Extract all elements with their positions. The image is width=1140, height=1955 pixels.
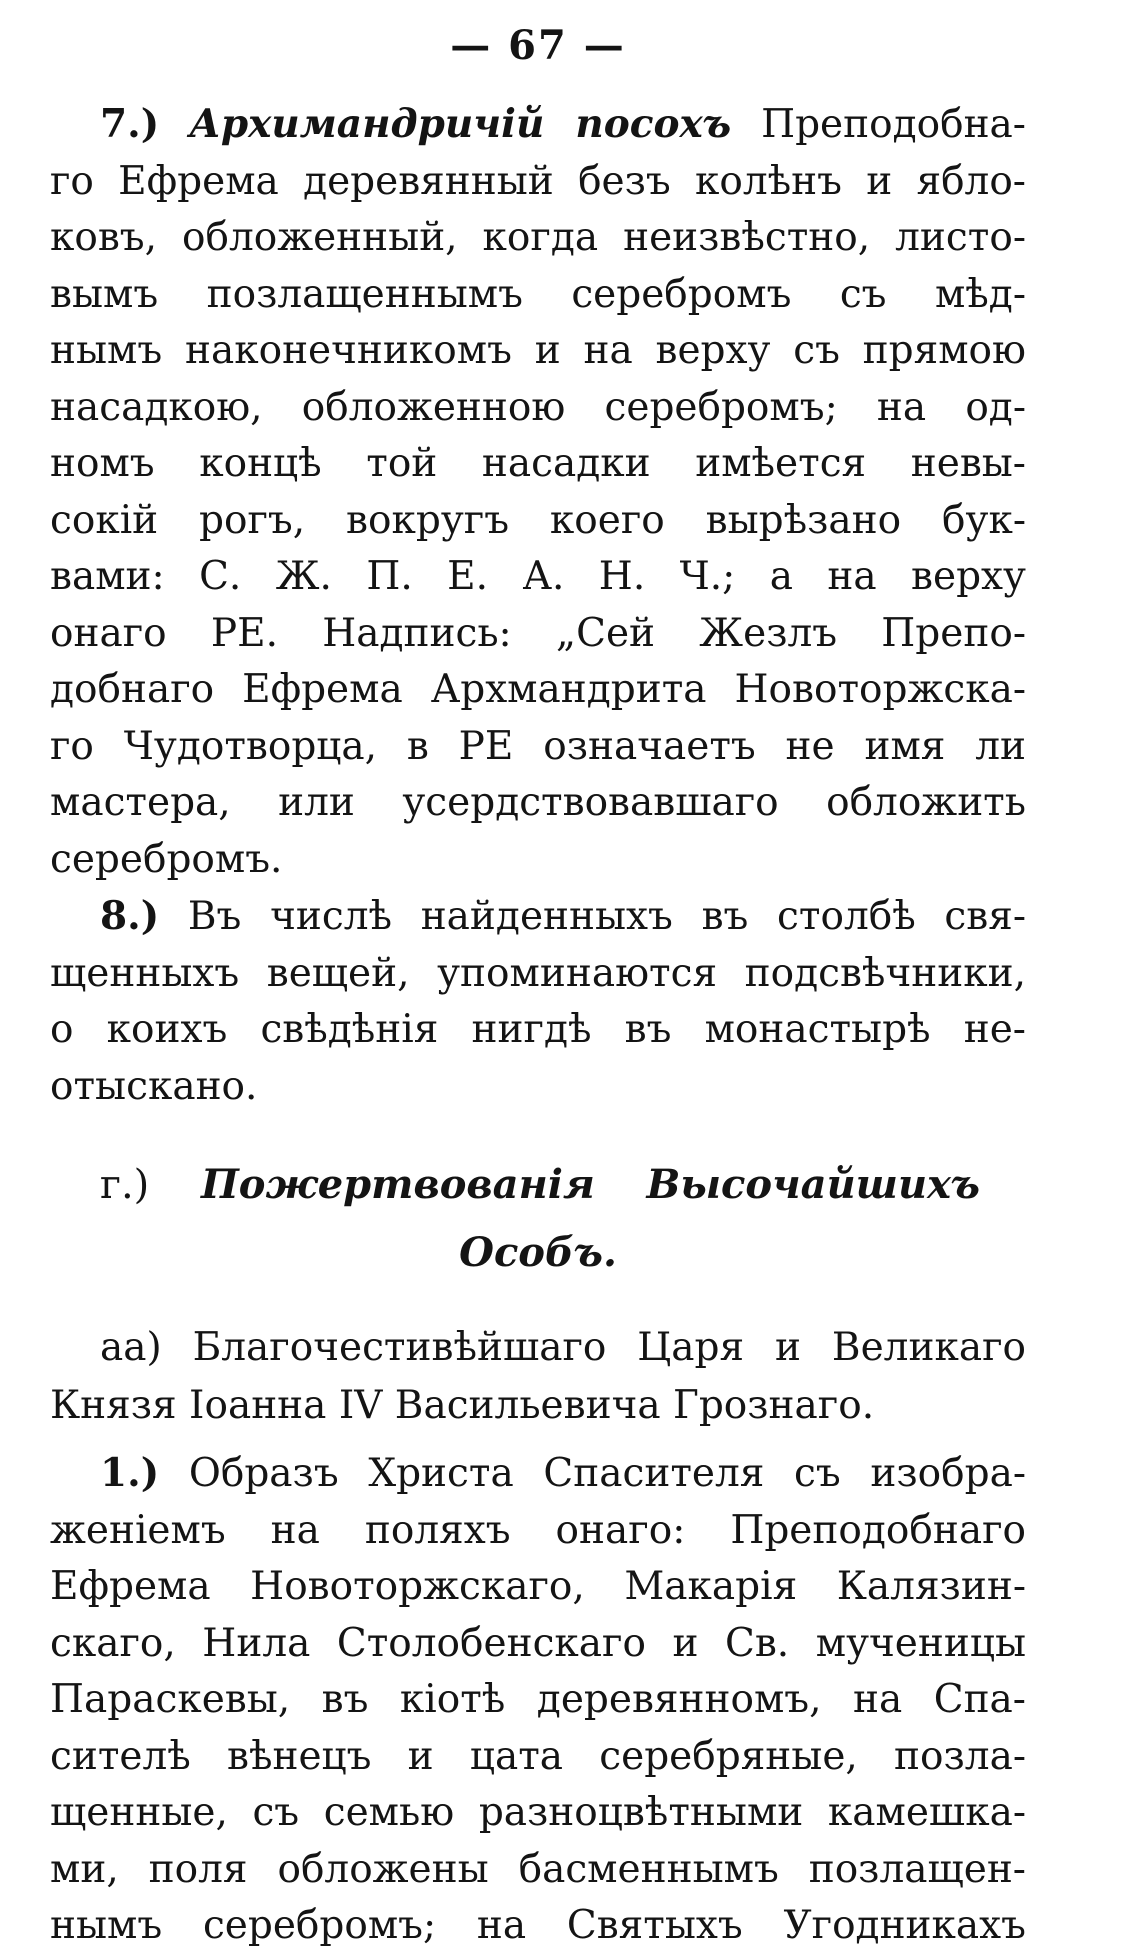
item-8-line-0: Въ числѣ найденныхъ въ столбѣ свя- [187, 894, 1026, 939]
item-7-first-line [50, 96, 1026, 154]
item-1-number: 1.) [100, 1450, 160, 1496]
item-7-paragraph [50, 96, 1026, 888]
item-1-line: Ефрема Новоторжскаго, Макарія Калязин- [50, 1564, 1026, 1609]
item-7-line: го Ефрема деревянный безъ колѣнъ и ябло- [50, 158, 1026, 204]
item-7-title: Архимандричій посохъ [189, 101, 732, 147]
book-page [50, 18, 1026, 1955]
item-7-line: номъ концѣ той насадки имѣется невы- [50, 441, 1026, 486]
page-number: — 67 — [450, 22, 626, 69]
item-1-line: женіемъ на поляхъ онаго: Преподобнаго [50, 1507, 1026, 1553]
section-title-line-2: Особъ. [459, 1229, 617, 1276]
item-7-line: ковъ, обложенный, когда неизвѣстно, листо- [50, 215, 1026, 260]
item-7-line: нымъ наконечникомъ и на верху съ прямою [50, 328, 1026, 373]
item-7-line: насадкою, обложенною серебромъ; на од- [50, 384, 1026, 430]
subsection-first-line [50, 1319, 1026, 1377]
subsection-marker: аа) [100, 1325, 162, 1370]
item-7-line: добнаго Ефрема Архмандрита Новоторжска- [50, 667, 1026, 712]
item-1-line: скаго, Нила Столобенскаго и Св. мученицы [50, 1620, 1026, 1666]
item-1-line: сителѣ вѣнецъ и цата серебряные, позла- [50, 1733, 1026, 1779]
item-7-line: мастера, или усердствовавшаго обложить [50, 780, 1026, 825]
item-8-first-line [50, 888, 1026, 946]
item-8-line: щенныхъ вещей, упоминаются подсвѣчники, [50, 950, 1026, 996]
item-7-line-0: Преподобна- [761, 102, 1026, 147]
section-letter: г.) [100, 1162, 150, 1208]
section-title-line-1: Пожертвованія Высочайшихъ [201, 1161, 980, 1208]
item-8-number: 8.) [100, 893, 160, 939]
item-1-paragraph [50, 1445, 1026, 1955]
item-1-first-line [50, 1445, 1026, 1503]
item-1-line: Параскевы, въ кіотѣ деревянномъ, на Спа- [50, 1677, 1026, 1722]
section-heading-line-1 [50, 1155, 980, 1215]
item-7-line: го Чудотворца, в РЕ означаетъ не имя ли [50, 723, 1026, 769]
subsection-paragraph [50, 1319, 1026, 1435]
section-heading [50, 1155, 1026, 1283]
item-7-line: сокій рогъ, вокругъ коего вырѣзано бук- [50, 497, 1026, 543]
item-1-line: щенные, съ семью разноцвѣтными камешка- [50, 1790, 1026, 1835]
item-8-line: о коихъ свѣдѣнія нигдѣ въ монастырѣ не- [50, 1007, 1026, 1052]
item-7-line: онаго РЕ. Надпись: „Сей Жезлъ Препо- [50, 610, 1026, 656]
item-7-line: вами: С. Ж. П. Е. А. Н. Ч.; а на верху [50, 554, 1026, 599]
subsection-line: Князя Іоанна IV Васильевича Грознаго. [50, 1383, 875, 1428]
item-8-paragraph [50, 888, 1026, 1115]
item-1-line-0: Образъ Христа Спасителя съ изобра- [188, 1451, 1027, 1496]
subsection-line-0: Благочестивѣйшаго Царя и Великаго [192, 1325, 1026, 1370]
item-7-number: 7.) [100, 101, 160, 147]
item-7-line: серебромъ. [50, 836, 283, 882]
item-1-line: ми, поля обложены басменнымъ позлащен- [50, 1846, 1026, 1892]
item-1-line: нымъ серебромъ; на Святыхъ Угодникахъ [50, 1903, 1026, 1948]
item-7-line: вымъ позлащеннымъ серебромъ съ мѣд- [50, 271, 1026, 317]
item-8-line: отыскано. [50, 1063, 258, 1109]
